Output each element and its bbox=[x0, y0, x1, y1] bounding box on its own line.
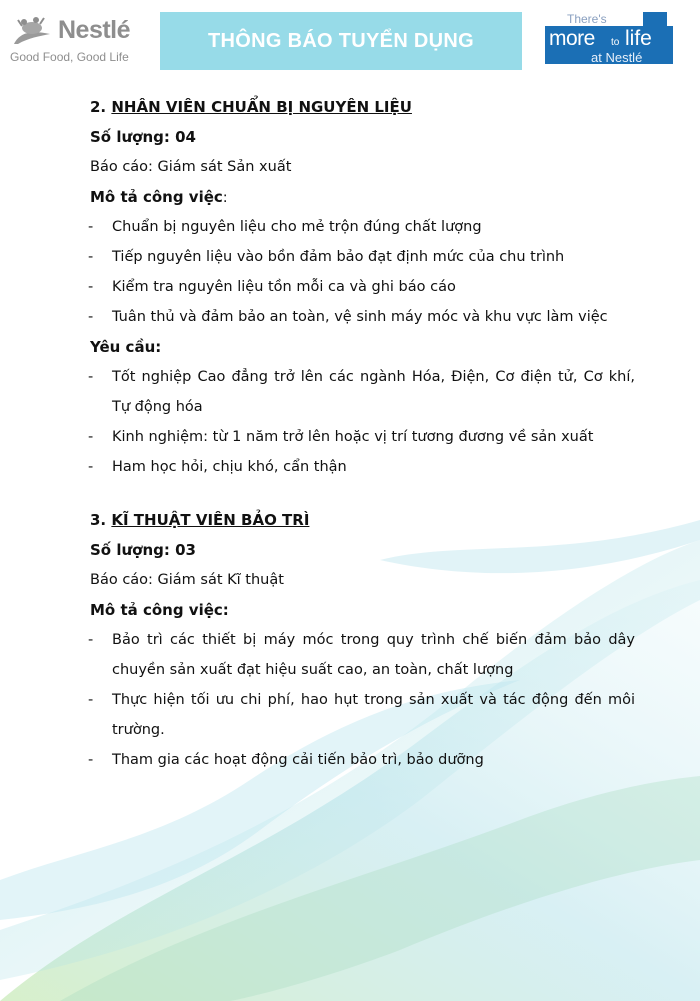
report-line: Báo cáo: Giám sát Sản xuất bbox=[90, 159, 292, 175]
list-item: - Kiểm tra nguyên liệu tồn mỗi ca và ghi báo cáo bbox=[88, 279, 456, 295]
section-heading bbox=[90, 505, 635, 535]
nest-birds-icon bbox=[10, 14, 54, 46]
duties-list bbox=[90, 212, 635, 332]
slogan-to: to bbox=[611, 37, 620, 48]
brand-name: Nestlé bbox=[58, 16, 131, 44]
nestle-logo bbox=[8, 12, 158, 72]
slogan-more: more bbox=[549, 27, 595, 50]
slogan-life: life bbox=[625, 27, 652, 50]
section-number: 3. bbox=[90, 511, 107, 529]
slogan-line1: There's bbox=[567, 12, 607, 26]
slogan-corner-box bbox=[643, 12, 667, 26]
section-title: NHÂN VIÊN CHUẨN BỊ NGUYÊN LIỆU bbox=[111, 98, 412, 116]
list-item: - Tiếp nguyên liệu vào bồn đảm bảo đạt định mức của chu trình bbox=[88, 249, 565, 265]
document-body bbox=[90, 92, 635, 775]
brand-tagline: Good Food, Good Life bbox=[10, 50, 129, 64]
section-number: 2. bbox=[90, 98, 107, 116]
section-title: KĨ THUẬT VIÊN BẢO TRÌ bbox=[111, 511, 310, 529]
list-item: - Tuân thủ và đảm bảo an toàn, vệ sinh máy móc và khu vực làm việc bbox=[88, 309, 608, 325]
page-title: THÔNG BÁO TUYỂN DỤNG bbox=[160, 12, 522, 70]
report-line: Báo cáo: Giám sát Kĩ thuật bbox=[90, 572, 284, 588]
quantity-line: Số lượng: 03 bbox=[90, 541, 196, 559]
slogan-line3: at Nestlé bbox=[591, 50, 643, 65]
duties-list bbox=[90, 625, 635, 775]
section-heading bbox=[90, 92, 635, 122]
requirements-list bbox=[90, 362, 635, 482]
list-item: - Bảo trì các thiết bị máy móc trong quy trình chế biến đảm bảo dây chuyền sản xuất đạt hiệu suất cao, an toàn, chất lượng bbox=[88, 632, 635, 678]
duties-label: Mô tả công việc: bbox=[90, 188, 228, 206]
list-item: - Kinh nghiệm: từ 1 năm trở lên hoặc vị trí tương đương về sản xuất bbox=[88, 429, 594, 445]
duties-label: Mô tả công việc: bbox=[90, 601, 229, 619]
more-to-life-logo bbox=[545, 12, 673, 72]
list-item: - Chuẩn bị nguyên liệu cho mẻ trộn đúng chất lượng bbox=[88, 219, 482, 235]
list-item: - Tốt nghiệp Cao đẳng trở lên các ngành Hóa, Điện, Cơ điện tử, Cơ khí, Tự động hóa bbox=[88, 369, 635, 415]
list-item: - Tham gia các hoạt động cải tiến bảo trì, bảo dưỡng bbox=[88, 752, 484, 768]
quantity-line: Số lượng: 04 bbox=[90, 128, 196, 146]
list-item: - Thực hiện tối ưu chi phí, hao hụt trong sản xuất và tác động đến môi trường. bbox=[88, 692, 635, 738]
list-item: - Ham học hỏi, chịu khó, cẩn thận bbox=[88, 459, 347, 475]
requirements-label: Yêu cầu: bbox=[90, 338, 162, 356]
